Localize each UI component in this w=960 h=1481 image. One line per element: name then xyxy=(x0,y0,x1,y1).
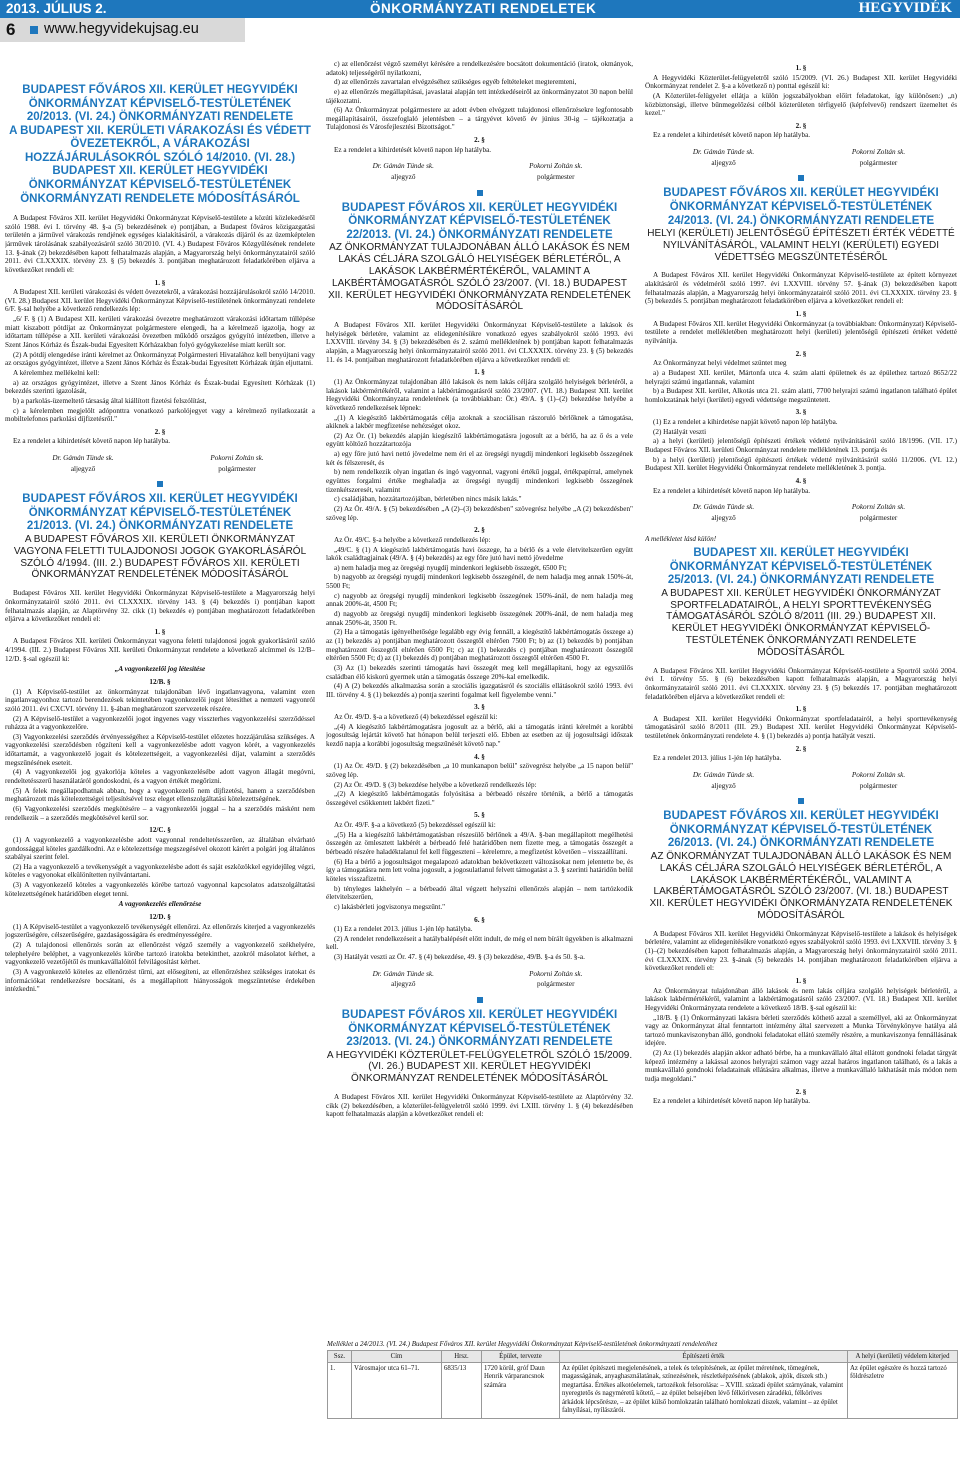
section-number: 2. § xyxy=(795,349,807,358)
paragraph: (1) A Képviselő-testület a vagyonkezelő tevékenységét ellenőrzi. Az ellenőrzés kiterjed a vagyonkezelés jogszerűségére, célszerűségére, gazdaságosságára és eredményességére. xyxy=(5,922,315,940)
decree-subject: AZ ÖNKORMÁNYZAT TULAJDONÁBAN ÁLLÓ LAKÁSOK ÉS NEM LAKÁS CÉLJÁRA SZOLGÁLÓ HELYISÉGEK BÉRLETÉRŐL, A LAKÁSOK LAKBÉRMÉRTÉKÉRŐL, VALAMINT A LAKBÉRTÁMOGATÁSRÓL SZÓLÓ 23/2007. (VI. 18.) BUDAPEST XII. KERÜLET HEGYVIDÉKI ÖNKORMÁNYZATA RENDELETÉNEK MÓDOSÍTÁSÁRÓL xyxy=(328,242,631,313)
decree-title xyxy=(645,547,957,658)
signature-block xyxy=(645,501,957,524)
paragraph: c) családjában, hozzátartozójában, bérletében nincs másik lakás." xyxy=(334,495,522,504)
paragraph: b) nagyobb az öregségi nyugdíj mindenkori legkisebb összegénél, de nem haladja meg annak 150%-át, 5500 Ft; xyxy=(326,573,633,591)
table-cell: Az épület egészére és hozzá tartozó földrészletre xyxy=(848,1363,958,1419)
paragraph: (6) Az Önkormányzat polgármestere az adott évben elvégzett tulajdonosi ellenőrzésekre legfontosabb megállapításairól, összefoglaló jelentésben – a tárgyévet követő év június 30-ig – tájékoztatja a Tulajdonosi és Városfejlesztési Bizottságot." xyxy=(326,106,633,132)
section-number: 12/D. § xyxy=(149,913,171,922)
column-header: Cím xyxy=(352,1351,442,1363)
decree-title xyxy=(645,187,957,263)
decree-issuer: BUDAPEST FŐVÁROS XII. KERÜLET HEGYVIDÉKI ÖNKORMÁNYZAT KÉPVISELŐ-TESTÜLETÉNEK xyxy=(663,810,939,836)
paragraph: c) nagyobb az öregségi nyugdíj mindenkori legkisebb összegének 150%-ánál, de nem haladja meg annak 200%-át, 4500 Ft; xyxy=(326,591,633,609)
section-number: 3. § xyxy=(795,408,807,417)
section-number: 12/B. § xyxy=(149,678,171,686)
paragraph: „(5) Ha a kiegészítő lakbértámogatásban részesülő bérlőnek a 49/A. §-ban megállapított megélhetési összegén az ömlesztett lakbérét a bérbeadó felé határidőben nem fizette meg, a támogatás összegét a bérbeadó részére haladéktalanul fel kell függeszteni – kérelemre, a megfizetést követően – visszaállítani. xyxy=(326,830,633,857)
decree-title xyxy=(326,202,633,313)
decree-intro: Budapest Főváros XII. kerület Hegyvidéki Önkormányzat Képviselő-testülete a Magyarország helyi önkormányzatairól szóló 2011. évi CLXXXIX. törvény 143. § (4) bekezdés i) pontjában kapott felhatalmazás alapján, az Alaptörvény 32. cikk (1) bekezdés e) pontjában meghatározott feladatkörében eljárva a következőket rendeli el: xyxy=(5,589,315,624)
paragraph: (5) A felek megállapodhatnak abban, hogy a vagyonkezelő nem díjfizetési, hanem a szerződésben meghatározott más kötelezettségei teljesítésével tesz eleget ellenszolgáltatási kötelezettségének. xyxy=(5,786,315,804)
paragraph: (3) Hatályát veszti az Ör. 47. § (4) bekezdése, 49. § (3) bekezdése, 49/B. §-a és 50. §-a. xyxy=(334,953,585,962)
section-number: 4. § xyxy=(474,752,485,761)
section-number: 1. § xyxy=(795,705,807,714)
signature-block xyxy=(645,146,957,169)
decree-title xyxy=(645,810,957,921)
paragraph: (A Közterület-felügyelet ellátja a külön jogszabályokban előírt feladatokat, így különösen:) „n) közbiztonsági, illetve bűnmegelőzési célból közterületen térfigyelő (képfelvevő) rendszert üzemeltet és kezel." xyxy=(645,91,957,118)
signatory-role: aljegyző xyxy=(711,158,736,167)
section-number: 12/C. § xyxy=(149,826,171,835)
column-header: Építészeti érték xyxy=(560,1351,848,1363)
paragraph: a) egy főre jutó havi nettó jövedelme nem éri el az öregségi nyugdíj mindenkori legkisebb összegének két és félszeresét, és xyxy=(326,450,633,467)
signatory-role: polgármester xyxy=(859,781,898,790)
paragraph: a) nem haladja meg az öregségi nyugdíj mindenkori legkisebb összegét, 6500 Ft; xyxy=(334,563,567,572)
paragraph: (3) A vagyonkezelő köteles az ellenőrzést tűrni, azt elősegíteni, az ellenőrzéshez szükséges iratokat és információkat rendelkezésre bocsátani, és a megállapított hiányosságok megszüntetése érdekében intézkedni." xyxy=(5,967,315,994)
paragraph: (2) Hatályát veszti xyxy=(653,427,707,436)
signatory-name: Pokorni Zoltán sk. xyxy=(851,771,906,780)
signatory-name: Dr. Gámán Tünde sk. xyxy=(692,503,755,512)
brand-logo: HEGYVIDÉK xyxy=(858,0,952,16)
paragraph: (3) A vagyonkezelő köteles a vagyonkezelés körébe tartozó vagyonnal kapcsolatos adatszolgáltatási kötelezettségének határidőben eleget tenni. xyxy=(5,881,315,898)
signatory-name: Pokorni Zoltán sk. xyxy=(851,503,906,512)
paragraph: b) a parkolás-üzemeltető társaság által kiállított fizetési felszólítást, xyxy=(13,396,207,405)
annex-table xyxy=(327,1350,958,1419)
paragraph: (1) Az Ör. 49/D. § (2) bekezdésében „a 10 munkanapon belül" szövegrész helyébe „a 15 napon belül" szöveg lép. xyxy=(326,762,633,779)
subheading: „A vagyonkezelői jog létesítése xyxy=(114,665,206,674)
paragraph: „18/B. § (1) Önkormányzati lakásra bérleti szerződés köthető azzal a személlyel, aki az Önkormányzat vagy az Önkormányzat által fenntartott intézmény által szervezett a Munka Törvénykönyve hatálya alá tartozó munkaviszonyban álló, gondnoki feladatokat ellátó személy részére, a munkaviszonya fennállásának idejére. xyxy=(645,1013,957,1048)
paragraph: A Hegyvidéki Közterület-felügyeletről szóló 15/2009. (VI. 26.) Budapest XII. kerület Hegyvidéki Önkormányzat rendelet 2. §-a a következő n) ponttal egészül ki: xyxy=(645,73,957,91)
paragraph: (4) A (2) bekezdés alkalmazása során a szociális igazgatásról és szociális ellátásokról szóló 1993. évi III. törvény 4. § (1) bekezdés a) pontja szerinti fogalmat kell figyelembe venni." xyxy=(326,682,633,699)
paragraph: (6) Vagyonkezelési szerződés megkötésére – a vagyonkezelői joggal – ha a szerződés másként nem rendelkezik – a szerződés megkötésével kerül sor. xyxy=(5,804,315,822)
paragraph: Az Ör. 49/D. §-a a következő (4) bekezdéssel egészül ki: xyxy=(334,713,498,722)
separator-square-icon xyxy=(798,175,804,181)
table-cell: 1720 körül, gróf Daun Henrik várparancsnok számára xyxy=(482,1363,560,1419)
paragraph: Ez a rendelet a kihirdetését követő napon lép hatályba. xyxy=(653,1097,811,1106)
column-2 xyxy=(326,60,633,1332)
decree-title xyxy=(326,1009,633,1085)
paragraph: (1) A Képviselő-testület az önkormányzat tulajdonában lévő ingatlanvagyona, valamint ezen ingatlanvagyonhoz tartozó berendezések tekintetében vagyonkezelői jogot létesíthet a nemzeti vagyonról szóló 2011. évi CXCVI. törvény 11. §-ában meghatározott szervezetek részére. xyxy=(5,687,315,713)
signatory-role: polgármester xyxy=(859,513,898,522)
header-bar xyxy=(0,0,960,18)
signature-block xyxy=(5,452,315,475)
decree-intro: A Budapest Főváros XII. kerület Hegyvidéki Önkormányzat Képviselő-testülete az Alaptörvény 32. cikk (2) bekezdésében, a közterület-felügyeletről szóló 1999. évi LXIII. törvény 1. § (4) bekezdésében kapott felhatalmazás alapján a következőket rendeli el: xyxy=(326,1093,633,1119)
decree-number: 20/2013. (VI. 24.) ÖNKORMÁNYZATI RENDELETE xyxy=(26,111,294,124)
decree-intro: A Budapest Főváros XII. kerület Hegyvidéki Önkormányzat Képviselő-testülete a lakások és helyiségek bérletére, valamint az elidegenítésükre vonatkozó egyes szabályokról szóló 1993. évi LXXVIII. törvény 34. § (3) bekezdésében és 2. számú mellékletének b) pontjában kapott felhatalmazás alapján, a Magyarország helyi önkormányzatairól szóló 2011. évi CLXXXIX. törvény 23. § (5) bekezdés 11. és 14. pontjaiban meghatározott feladatkörében eljárva a következőket rendeli el: xyxy=(326,321,633,364)
decree-intro: A Budapest Főváros XII. kerület Hegyvidéki Önkormányzat Képviselő-testülete az épített környezet alakításáról és védelméről szóló 1997. évi LXXVIII. törvény 57. §-ának (3) bekezdésében kapott felhatalmazás alapján, a Magyarország helyi önkormányzatairól szóló 2011. évi CLXXXIX. törvény 23. § (5) bekezdés 5. pontjában meghatározott feladatkörében eljárva a következőket rendeli el: xyxy=(645,271,957,306)
paragraph: d) nagyobb az öregségi nyugdíj mindenkori legkisebb összegének 200%-ánál, de nem haladja meg annak 250%-át, 3500 Ft. xyxy=(326,610,633,627)
decree-number: 25/2013. (VI. 24.) ÖNKORMÁNYZATI RENDELETE xyxy=(667,574,935,587)
separator-square-icon xyxy=(477,190,483,196)
paragraph: Ez a rendelet 2013. július 1-jén lép hatályba. xyxy=(653,754,782,763)
decree-number: 21/2013. (VI. 24.) ÖNKORMÁNYZATI RENDELETE xyxy=(26,520,294,533)
table-cell: 6835/13 xyxy=(442,1363,482,1419)
paragraph: a) az országos gyógyintézet, illetve a Szent János Kórház és Észak-budai Egyesített Kórházak (1) bekezdés szerinti igazolását, xyxy=(5,378,315,396)
paragraph: c) az ellenőrzést végző személyt kérésére a rendelkezésére bocsátott dokumentáció (iratok, okmányok, adatok) teljességéről nyilatkozni, xyxy=(326,60,633,77)
signature-block xyxy=(326,968,633,991)
section-number: 6. § xyxy=(474,915,485,924)
decree-title xyxy=(5,493,315,581)
column-header: A helyi (kerületi) védelem kiterjed xyxy=(848,1351,958,1363)
paragraph: b) nem rendelkezik olyan ingatlan és ingó vagyonnal, vagyoni értékű joggal, értékpapírral, amelynek együttes forgalmi értéke meghaladja az öregségi nyugdíj mindenkori legkisebb összegének tizenkétszeresét, valamint xyxy=(326,468,633,494)
paragraph: Ez a rendelet a kihirdetését követő napon lép hatályba. xyxy=(13,437,171,446)
separator-square-icon xyxy=(157,481,163,487)
section-title: ÖNKORMÁNYZATI RENDELETEK xyxy=(370,1,597,16)
decree-number: 22/2013. (VI. 24.) ÖNKORMÁNYZATI RENDELETE xyxy=(346,228,613,241)
signature-block xyxy=(645,769,957,792)
annex-caption: Melléklet a 24/2013. (VI. 24.) Budapest Főváros XII. kerület Hegyvidéki Önkormányzat Képviselő-testületének önkormányzati rendeletéhez xyxy=(327,1340,718,1348)
paragraph: Az Önkormányzat helyi védelmet szüntet meg xyxy=(653,359,787,368)
decree-intro: A Budapest Főváros XII. kerület Hegyvidéki Önkormányzat Képviselő-testülete a lakások és helyiségek bérletére, valamint az elidegenítésükre vonatkozó egyes szabályokról szóló 1993. évi LXXVIII. törvény 3. § (1)–(2) bekezdésében kapott felhatalmazás alapján, a Magyarország helyi önkormányzatairól szóló 2011. évi CLXXXIX. törvény 23. §-ának (5) bekezdés 14. pontjában meghatározott feladatkörében eljárva a következőket rendeli el: xyxy=(645,929,957,973)
page-number: 6 xyxy=(6,20,16,39)
signatory-role: aljegyző xyxy=(391,980,416,989)
paragraph: c) a kérelemben megjelölt adóponttra vonatkozó parkolójegyet vagy a kérelmező nyilatkozatát a mobiltelefonos parkolási díjfizetésről." xyxy=(5,406,315,424)
paragraph: Ez a rendelet a kihirdetését követő napon lép hatályba. xyxy=(653,131,811,140)
signatory-name: Dr. Gámán Tünde sk. xyxy=(692,148,755,157)
decree-subject: AZ ÖNKORMÁNYZAT TULAJDONÁBAN ÁLLÓ LAKÁSOK ÉS NEM LAKÁS CÉLJÁRA SZOLGÁLÓ HELYISÉGEK BÉRLETÉRŐL, A LAKÁSOK LAKBÉRMÉRTÉKÉRŐL, VALAMINT A LAKBÉRTÁMOGATÁSRÓL SZÓLÓ 23/2007. (VI. 18.) BUDAPEST XII. KERÜLET HEGYVIDÉKI ÖNKORMÁNYZATA RENDELETÉNEK MÓDOSÍTÁSÁRÓL xyxy=(649,850,953,921)
signatory-role: aljegyző xyxy=(711,513,736,522)
paragraph: b) a Budapest XII. kerület, Alkotás utca 21. szám alatti, 7700 helyrajzi számú ingatlanon található épület homlokzatának helyi (kerületi) egyedi védettsége megszüntetett. xyxy=(645,387,957,404)
signatory-name: Dr. Gámán Tünde sk. xyxy=(372,969,434,978)
decree-number: 23/2013. (VI. 24.) ÖNKORMÁNYZATI RENDELETE xyxy=(346,1036,613,1049)
paragraph: e) az ellenőrzés megállapításai, javaslatai alapján tett intézkedéseiről az önkormányzatot 30 napon belül tájékoztatni. xyxy=(326,87,633,105)
paragraph: (2) A tulajdonosi ellenőrzés során az ellenőrzést végző személy a vagyonkezelő székhelyére, telephelyére beléphet, a vagyonkezelés körébe tartozó iratokba betekinthet, azokról másolatot kérhet, a vagyonkezelő vezetőjétől és munkavállalóitól felvilágosítást kérhet. xyxy=(5,940,315,967)
paragraph: (2) Ha a támogatás igényelhetősége legalább egy évig fennáll, a kiegészítő lakbértámogatás összege a) az (1) bekezdés a) pontjában meghatározott összegtől eltérően 7500 Ft; b) az (1) bekezdés b) pontjában meghatározott összegtől eltérően 6500 Ft; c) az (1) bekezdés c) pontjában meghatározott összegtől eltérően 5500 Ft; d) az (1) bekezdés d) pontjában meghatározott összegtől eltérően 4500 Ft. xyxy=(326,628,633,663)
column-3 xyxy=(645,60,957,1332)
section-number: 2. § xyxy=(795,1087,807,1096)
paragraph: A Budapest XII. kerület Hegyvidéki Önkormányzat sportfeladatairól, a helyi sporttevékenység támogatásáról szóló 8/2011 (III. 29.) Budapest XII. kerület Hegyvidéki Önkormányzat Képviselő-testületének önkormányzati rendelete 4. § (1) bekezdés a) pontja hatályát veszti. xyxy=(645,714,957,741)
square-bullet-icon xyxy=(30,26,38,34)
table-cell: Az épület építészeti megjelenésének, a telek és telepítésének, az épület méretének, tömegének, magasságának, anyaghasználatának, színezésének, részletképzésének (ablakok, ajtók, díszek stb.) megtartása. Értékes alkotóelemek, tartozékok felsorolása: – XVIII. századi épület szárnyának, valamint nyeregtetős és nagyméretű kőtető, – az épület belsejében lévő félkörívesen záradékú, félköríves árkádok lépcsőrésze, – az épület külső homlokzatán található homlokzati díszek, valamint – az épület falnyílásai, nyílászárói. xyxy=(560,1363,848,1419)
paragraph: (2) Az Ör. 49/D. § (3) bekezdése helyébe a következő rendelkezés lép: xyxy=(334,780,537,789)
paragraph: (1) Ez a rendelet a kihirdetése napját követő napon lép hatályba. xyxy=(653,418,838,427)
decree-issuer: BUDAPEST FŐVÁROS XII. KERÜLET HEGYVIDÉKI ÖNKORMÁNYZAT KÉPVISELŐ-TESTÜLETÉNEK xyxy=(341,201,618,228)
paragraph: Ez a rendelet a kihirdetését követő napon lép hatályba. xyxy=(653,486,811,495)
paragraph: (2) A Képviselő-testület a vagyonkezelői jogot ingyenes vagy visszterhes vagyonkezelési szerződéssel ruházza át a vagyonkezelőre. xyxy=(5,714,315,732)
annex-note: A mellékletet lásd külön! xyxy=(645,534,717,543)
paragraph: A Budapest Főváros XII. kerület Hegyvidéki Önkormányzat (a továbbiakban: Önkormányzat) Képviselő-testülete a rendelet mellékletében meghatározott helyi (kerületi) jelentőségű építészeti értéket védetté nyilvánítja. xyxy=(645,319,957,345)
paragraph: A Budapest XII. kerületi várakozási és védett övezetekről, a várakozási hozzájárulásokról szóló 14/2010. (VI. 28.) Budapest XII. kerület Hegyvidéki Önkormányzat Képviselő-testületének önkormányzati rendelete 6/F. §-sal helyébe a következő rendelkezés lép: xyxy=(5,288,315,314)
signatory-name: Pokorni Zoltán sk. xyxy=(851,148,906,157)
paragraph: (2) Az Ör. (1) bekezdés alapján kiegészítő lakbértámogatásra jogosult az a bérlő, ha az ő és a vele együtt költöző hozzátartozója xyxy=(326,431,633,449)
paragraph: (2) Az Ör. 49/A. § (5) bekezdésében „A (2)–(3) bekezdésben" szövegrész helyébe „A (2) bekezdésben" szöveg lép. xyxy=(326,504,633,522)
decree-number: 24/2013. (VI. 24.) ÖNKORMÁNYZATI RENDELETE xyxy=(667,214,935,227)
paragraph: (4) A vagyonkezelői jog gyakorlója köteles a vagyonkezelésébe adott vagyon állagát megóvni, rendeltetésszerű használatáról gondoskodni, és a vagyon értékét megőrizni. xyxy=(5,768,315,786)
paragraph: „49/C. § (1) A kiegészítő lakbértámogatás havi összege, ha a bérlő és a vele életvitelszerűen együtt lakók családtagjainak (49/A. § (4) bekezdés) az egy főre jutó havi nettó jövedelme xyxy=(326,545,633,563)
paragraph: (2) Az (1) bekezdés alapján akkor adható bérbe, ha a munkavállaló által ellátott gondnoki feladat tárgyát képező intézmény a lakással azonos helyrajzi számon vagy azzal határos ingatlanon található, és a lakás a munkavállaló gondnoki feladatainak ellátására alkalmas, illetve a munkavállaló lakhatását más módon nem tudja megoldani." xyxy=(645,1049,957,1084)
decree-issuer: BUDAPEST XII. KERÜLET HEGYVIDÉKI ÖNKORMÁNYZAT KÉPVISELŐ-TESTÜLETÉNEK xyxy=(669,547,933,573)
decree-title xyxy=(5,84,315,206)
column-1 xyxy=(5,80,315,1481)
paragraph: (2) A rendelet rendelkezéseit a hatálybalépését előtt indult, de még el nem bírált ügyekben is alkalmazni kell. xyxy=(326,934,633,952)
paragraph: „(1) A kiegészítő lakbértámogatás célja azoknak a szociálisan rászoruló bérlőknek a támogatása, akiknek a lakbér megfizetése nehézséget okoz. xyxy=(326,413,633,431)
decree-subject: A BUDAPEST FŐVÁROS XII. KERÜLETI ÖNKORMÁNYZAT VAGYONA FELETTI TULAJDONOSI JOGOK GYAKORLÁSÁRÓL SZÓLÓ 4/1994. (III. 2.) BUDAPEST FŐVÁROS XII. KERÜLETI ÖNKORMÁNYZAT RENDELETÉNEK MÓDOSÍTÁSÁRÓL xyxy=(13,534,307,581)
paragraph: a) a helyi (kerületi) jelentőségű építészeti értékek védetté nyilvánításáról szóló 18/1996. (VII. 17.) Budapest Főváros XII. kerületi Önkormányzat rendelete mellékletének 13. pontja és xyxy=(645,437,957,455)
signatory-role: polgármester xyxy=(218,464,256,473)
signatory-role: aljegyző xyxy=(70,464,96,473)
signatory-name: Dr. Gámán Tünde sk. xyxy=(692,771,755,780)
decree-issuer: BUDAPEST FŐVÁROS XII. KERÜLET HEGYVIDÉKI ÖNKORMÁNYZAT KÉPVISELŐ-TESTÜLETÉNEK xyxy=(663,187,939,213)
decree-issuer: BUDAPEST FŐVÁROS XII. KERÜLET HEGYVIDÉKI ÖNKORMÁNYZAT KÉPVISELŐ-TESTÜLETÉNEK xyxy=(22,84,298,110)
section-number: 1. § xyxy=(154,278,166,287)
paragraph: Az Ör. 49/F. §-a a következő (5) bekezdéssel egészül ki: xyxy=(334,821,496,830)
section-number: 2. § xyxy=(795,121,807,130)
table-cell: Városmajor utca 61–71. xyxy=(352,1363,442,1419)
paragraph: (1) A vagyonkezelő a vagyonkezelésbe adott vagyonnal rendeltetésszerűen, az általában elvárható gondossággal köteles gazdálkodni. Az e kötelezettsége megszegésével okozott kárért a polgári jog általános szabályai szerint felel. xyxy=(5,835,315,862)
subheading: A vagyonkezelés ellenőrzése xyxy=(118,900,202,909)
paragraph: (3) Az (1) bekezdés szerinti támogatás havi összegét meg kell megállapítani, hogy az egyszülős családban élő kiskorú gyermek után a támogatás összege 20%-kal emelkedik. xyxy=(326,663,633,681)
site-url[interactable]: www.hegyvidekujsag.eu xyxy=(44,21,199,37)
decree-subject: A BUDAPEST XII. KERÜLET HEGYVIDÉKI ÖNKORMÁNYZAT SPORTFELADATAIRÓL, A HELYI SPORTTEVÉKENYSÉG TÁMOGATÁSÁRÓL SZÓLÓ 8/2011 (III. 29.) BUDAPEST XII. KERÜLET HEGYVIDÉKI ÖNKORMÁNYZAT KÉPVISELŐ-TESTÜLETÉNEK ÖNKORMÁNYZATI RENDELETE MÓDOSÍTÁSÁRÓL xyxy=(661,587,941,658)
signatory-role: polgármester xyxy=(859,158,898,167)
signatory-role: aljegyző xyxy=(711,781,736,790)
paragraph: c) lakásbérleti jogviszonya megszűnt." xyxy=(334,902,446,911)
column-header: Ssz. xyxy=(328,1351,352,1363)
separator-square-icon xyxy=(477,997,483,1003)
section-number: 3. § xyxy=(474,703,485,712)
paragraph: (2) Ha a vagyonkezelő a tevékenységét a vagyonkezelésbe adott és saját eszközökkel egyidejűleg végzi, köteles e vagyonokat elkülönítetten nyilvántartani. xyxy=(5,862,315,880)
section-number: 2. § xyxy=(474,526,485,535)
paragraph: (6) Ha a bérlő a jogosultságot megalapozó adatokban bekövetkezett változásokat nem jelentette be, és így a támogatásra nem lett volna jogosult, a jogosulatlanul felvett támogatást a 3. § szerinti határidőn belül köteles visszafizetni. xyxy=(326,857,633,883)
separator-square-icon xyxy=(798,798,804,804)
section-number: 2. § xyxy=(154,427,166,436)
section-number: 4. § xyxy=(795,476,807,485)
paragraph: A Budapest Főváros XII. kerületi Önkormányzat vagyona feletti tulajdonosi jogok gyakorlásáról szóló 4/1994. (III. 2.) Budapest Főváros XII. kerületi Önkormányzat rendelete a következő alcímmel és 12/B–12/D. §-sal egészül ki: xyxy=(5,637,315,663)
decree-intro: A Budapest Főváros XII. kerület Hegyvidéki Önkormányzat Képviselő-testülete a közúti közlekedésről szóló 1988. évi I. törvény 48. §-a (5) bekezdésének e) pontjában, a Budapest főváros közigazgatási területén a járművel várakozás rendjének egységes kialakításáról, a várakozás díjáról és az üzemképtelen járművek tárolásának szabályozásáról szóló 30/2010. (VI. 4.) Budapest Főváros Közgyűlésének rendelete 13. §-ának (2) bekezdésében kapott felhatalmazás alapján, a Magyarország helyi önkormányzatairól szóló 2011. évi CLXXXIX. törvény 23. § (5) bekezdés 3. pontjában meghatározott feladatkörében eljárva a következőket rendeli el: xyxy=(5,214,315,274)
decree-subject: HELYI (KERÜLETI) JELENTŐSÉGŰ ÉPÍTÉSZETI ÉRTÉK VÉDETTÉ NYILVÁNÍTÁSÁRÓL, VALAMINT HELYI (KERÜLETI) EGYEDI VÉDETTSÉG MEGSZÜNTETÉSÉRŐL xyxy=(647,228,955,263)
paragraph: „(4) A kiegészítő lakbértámogatásra jogosult az a bérlő, aki a támogatás iránti kérelmét a korábbi jogosultság lejártát követő hat hónapon belül terjeszti elő. Ebben az esetben az új jogosultsági időszak kezdő napja a korábbi jogosultság megszűnését követő nap." xyxy=(326,722,633,748)
section-number: 1. § xyxy=(795,976,807,985)
paragraph: d) az ellenőrzés zavartalan elvégzéséhez szükséges egyéb feltételeket megteremteni, xyxy=(334,78,577,87)
paragraph: A kérelemhez mellékelni kell: xyxy=(13,368,100,377)
section-number: 1. § xyxy=(474,368,485,377)
signatory-role: polgármester xyxy=(536,980,575,989)
decree-number: 26/2013. (VI. 24.) ÖNKORMÁNYZATI RENDELETE xyxy=(667,837,935,850)
paragraph: „6/ F. § (1) A Budapest XII. kerületi várakozási övezetre meghatározott várakozási időtartam túllépése miatt kiszabott pótdíjat az Önkormányzat polgármestere elengedi, ha a kérelmező igazolja, hogy az időtartam túllépése a XII. kerületi várakozási övezetben működő országos gyógyító intézetben, illetve a Szent János Kórház és Észak-budai Egyesített Kórházakban folyó gyógykezelése miatt került sor. xyxy=(5,315,315,350)
page-info-bar xyxy=(0,18,245,42)
decree-subject: A BUDAPEST XII. KERÜLETI VÁRAKOZÁSI ÉS VÉDETT ÖVEZETEKRŐL, A VÁRAKOZÁSI HOZZÁJÁRULÁSOKRÓL SZÓLÓ 14/2010. (VI. 28.) BUDAPEST XII. KERÜLET HEGYVIDÉKI ÖNKORMÁNYZAT KÉPVISELŐ-TESTÜLETÉNEK ÖNKORMÁNYZATI RENDELETE MÓDOSÍTÁSÁRÓL xyxy=(9,124,311,205)
decree-intro: A Budapest Főváros XII. kerület Hegyvidéki Önkormányzat Képviselő-testülete a Sportról szóló 2004. évi I. törvény 55. § (6) bekezdésében kapott felhatalmazás alapján, a Magyarország helyi önkormányzatairól szóló 2011. évi CLXXXIX. törvény 23. § (5) bekezdés 17. pontjában meghatározott feladatkörében eljárva a következőket rendeli el: xyxy=(645,666,957,701)
table-row xyxy=(328,1363,958,1419)
decree-issuer: BUDAPEST FŐVÁROS XII. KERÜLET HEGYVIDÉKI ÖNKORMÁNYZAT KÉPVISELŐ-TESTÜLETÉNEK xyxy=(341,1009,618,1035)
section-number: 2. § xyxy=(474,136,485,145)
paragraph: (2) A pótdíj elengedése iránti kérelmet az Önkormányzat Polgármesteri Hivatalához kell benyújtani vagy az országos gyógyintézet, illetve a Szent János Kórház és Észak-budai Egyesített Kórházak útján eljuttatni. xyxy=(5,350,315,368)
signatory-name: Pokorni Zoltán sk. xyxy=(529,162,583,171)
paragraph: Az Önkormányzat tulajdonában álló lakások és nem lakás céljára szolgáló helyiségek bérletéről, a lakások lakbérmértékéről, valamint a lakbértámogatásról szóló 23/2007. (VI. 18.) Budapest XII. kerület Hegyvidéki Önkormányzata rendelete a következő 18/B. §-sal egészül ki: xyxy=(645,986,957,1012)
section-number: 5. § xyxy=(474,811,485,820)
paragraph: b) tényleges lakhelyén – a bérbeadó által végzett helyszíni ellenőrzés alapján – nem tartózkodik életvitelszerűen, xyxy=(326,884,633,902)
signatory-name: Dr. Gámán Tünde sk. xyxy=(372,162,434,171)
signatory-role: polgármester xyxy=(536,173,575,182)
paragraph: Ez a rendelet a kihirdetését követő napon lép hatályba. xyxy=(334,145,492,154)
decree-issuer: BUDAPEST FŐVÁROS XII. KERÜLET HEGYVIDÉKI ÖNKORMÁNYZAT KÉPVISELŐ-TESTÜLETÉNEK xyxy=(22,493,298,519)
paragraph: (1) Ez a rendelet 2013. július 1-jén lép hatályba. xyxy=(334,925,473,934)
decree-subject: A HEGYVIDÉKI KÖZTERÜLET-FELÜGYELETRŐL SZÓLÓ 15/2009. (VI. 26.) BUDAPEST XII. KERÜLET HEGYVIDÉKI ÖNKORMÁNYZAT RENDELETÉNEK MÓDOSÍTÁSÁRÓL xyxy=(326,1049,633,1085)
paragraph: (3) Vagyonkezelési szerződés érvényességéhez a Képviselő-testület előzetes hozzájárulása szükséges. A vagyonkezelési szerződésben rögzíteni kell a vagyonkezelésbe adott vagyon körét, a vagyonkezelés időtartamát, a vagyonkezelő jogait és kötelezettségeit, a vagyonkezelési díjat, valamint a szerződés megszűnésének eseteit. xyxy=(5,732,315,767)
paragraph: (1) Az Önkormányzat tulajdonában álló lakások és nem lakás céljára szolgáló helyiségek bérletéről, a lakások lakbérmértékéről, valamint a lakbértámogatásról szóló 23/2007. (VI. 18.) Budapest XII. kerület Hegyvidéki Önkormányzata rendeletének (a továbbiakban: Ör.) 49/A. § (1)–(2) bekezdése helyébe a következő rendelkezések lépnek: xyxy=(326,378,633,412)
table-header-row xyxy=(328,1351,958,1363)
signatory-name: Dr. Gámán Tünde sk. xyxy=(52,454,114,463)
issue-date: 2013. JÚLIUS 2. xyxy=(6,1,107,16)
section-number: 1. § xyxy=(154,627,166,636)
section-number: 1. § xyxy=(795,310,807,319)
signatory-role: aljegyző xyxy=(391,173,416,182)
signatory-name: Pokorni Zoltán sk. xyxy=(529,969,583,978)
table-cell: 1. xyxy=(328,1363,352,1419)
annex-table-block xyxy=(327,1340,958,1419)
column-header: Épület, tervezte xyxy=(482,1351,560,1363)
section-number: 1. § xyxy=(795,64,807,72)
paragraph: Az Ör. 49/C. §-a helyébe a következő rendelkezés lép: xyxy=(334,535,491,544)
paragraph: a) a Budapest XII. kerület, Mártonfa utca 4. szám alatti épületnek és az épülethez tartozó 8652/22 helyrajzi számú ingatlannak, valamint xyxy=(645,368,957,386)
signature-block xyxy=(326,160,633,183)
paragraph: „(2) A kiegészítő lakbértámogatás folyósítása a bérbeadó részére történik, a bérlő a támogatás összegével csökkentett lakbért fizeti." xyxy=(326,790,633,807)
signatory-name: Pokorni Zoltán sk. xyxy=(210,454,264,463)
paragraph: b) a helyi (kerületi) jelentőségű építészeti értékek védetté nyilvánításáról szóló 11/2006. (VI. 12.) Budapest XII. kerület Hegyvidéki Önkormányzat rendelete mellékletének 3. pontja. xyxy=(645,455,957,473)
column-header: Hrsz. xyxy=(442,1351,482,1363)
section-number: 2. § xyxy=(795,744,807,753)
